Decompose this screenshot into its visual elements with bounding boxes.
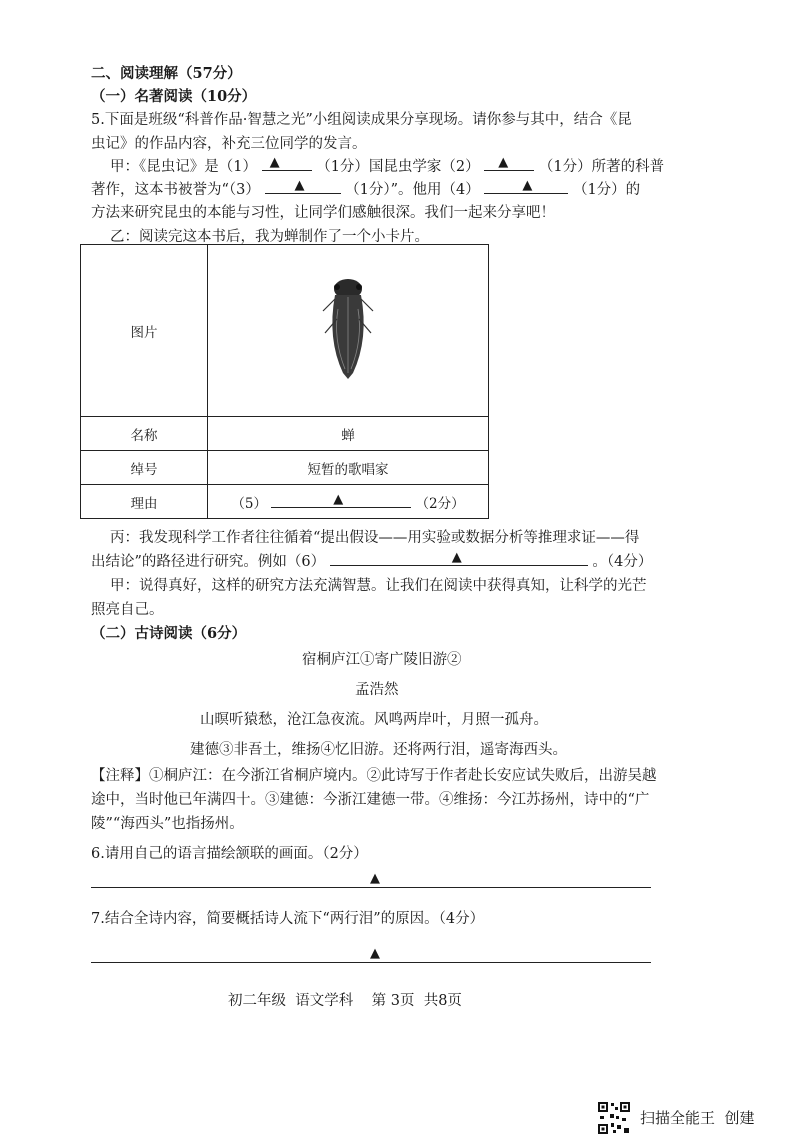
poem-line1: 山暝听猿愁，沧江急夜流。风鸣两岸叶，月照一孤舟。 <box>200 712 548 728</box>
jia-text-b: （1分）国昆虫学家（2） <box>316 159 480 175</box>
triangle-icon: ▲ <box>333 491 344 507</box>
jia-closing-line2: 照亮自己。 <box>91 602 164 618</box>
jia-speech-3: 方法来研究昆虫的本能与习性，让同学们感触很深。我们一起来分享吧！ <box>91 205 555 221</box>
triangle-icon: ▲ <box>294 178 305 193</box>
answer-blank-5[interactable] <box>271 493 411 508</box>
name-value: 蝉 <box>208 417 489 451</box>
answer-blank-2[interactable] <box>484 156 534 171</box>
triangle-icon: ▲ <box>269 155 280 170</box>
triangle-icon: ▲ <box>451 550 462 565</box>
scanner-watermark: 扫描全能王 创建 <box>640 1109 755 1127</box>
name-label: 名称 <box>81 417 208 451</box>
bing-line1: 丙：我发现科学工作者往往循着“提出假设——用实验或数据分析等推理求证——得 <box>110 530 640 546</box>
answer-blank-3[interactable] <box>265 179 341 194</box>
q7-prompt: 7.结合全诗内容，简要概括诗人流下“两行泪”的原因。（4分） <box>91 911 485 927</box>
poem-title: 宿桐庐江①寄广陵旧游② <box>302 652 462 668</box>
jia-closing-line1: 甲：说得真好，这样的研究方法充满智慧。让我们在阅读中获得真知，让科学的光芒 <box>110 578 647 594</box>
nickname-label: 绰号 <box>81 451 208 485</box>
page-footer: 初二年级 语文学科 第 3页 共8页 <box>228 993 462 1009</box>
poem-author: 孟浩然 <box>355 682 399 698</box>
reason-question-number: （5） <box>231 495 267 512</box>
answer-blank-4[interactable] <box>484 179 568 194</box>
jia-text-e: （1分）”。他用（4） <box>345 182 480 198</box>
notes-line2: 途中，当时他已年满四十。③建德：今浙江建德一带。④维扬：今江苏扬州，诗中的“广 <box>91 792 650 808</box>
q7-answer-line[interactable] <box>91 962 651 963</box>
jia-speech-2 <box>91 178 640 199</box>
picture-label: 图片 <box>81 245 208 417</box>
jia-text-c: （1分）所著的科普 <box>538 159 665 175</box>
reason-cell <box>208 485 489 519</box>
q5-line2: 虫记》的作品内容，补充三位同学的发言。 <box>91 136 367 152</box>
triangle-icon: ▲ <box>370 946 380 961</box>
answer-blank-6[interactable] <box>330 551 588 566</box>
part-heading-classics: （一）名著阅读（10分） <box>91 88 257 105</box>
jia-text-a: 甲：《昆虫记》是（1） <box>110 159 257 175</box>
part-heading-poetry: （二）古诗阅读（6分） <box>91 625 247 642</box>
bing-line2 <box>91 550 652 571</box>
cicada-picture-cell <box>208 245 489 417</box>
triangle-icon: ▲ <box>522 178 533 193</box>
jia-speech-1 <box>110 155 664 176</box>
q6-answer-line[interactable] <box>91 887 651 888</box>
yi-intro: 乙：阅读完这本书后，我为蝉制作了一个小卡片。 <box>110 229 429 245</box>
notes-line1: 【注释】①桐庐江：在今浙江省桐庐境内。②此诗写于作者赴长安应试失败后，出游吴越 <box>91 768 657 784</box>
q5-line1: 5.下面是班级“科普作品·智慧之光”小组阅读成果分享现场。请你参与其中，结合《昆 <box>91 112 632 128</box>
q6-prompt: 6.请用自己的语言描绘颔联的画面。（2分） <box>91 846 368 862</box>
poem-line2: 建德③非吾土，维扬④忆旧游。还将两行泪，遥寄海西头。 <box>190 742 567 758</box>
jia-text-d: 著作，这本书被誉为“（3） <box>91 182 260 198</box>
bing-text-b: 。（4分） <box>592 554 653 570</box>
bing-text-a: 出结论”的路径进行研究。例如（6） <box>91 554 326 570</box>
answer-blank-1[interactable] <box>262 156 312 171</box>
reason-score: （2分） <box>415 495 465 512</box>
section-heading: 二、阅读理解（57分） <box>91 65 242 82</box>
cicada-card-table <box>80 244 489 519</box>
triangle-icon: ▲ <box>498 155 509 170</box>
qr-code-icon <box>597 1101 631 1135</box>
cicada-image <box>313 269 383 389</box>
triangle-icon: ▲ <box>370 871 380 886</box>
jia-text-f: （1分）的 <box>572 182 641 198</box>
notes-line3: 陵”“海西头”也指扬州。 <box>91 816 244 832</box>
nickname-value: 短暂的歌唱家 <box>208 451 489 485</box>
reason-label: 理由 <box>81 485 208 519</box>
